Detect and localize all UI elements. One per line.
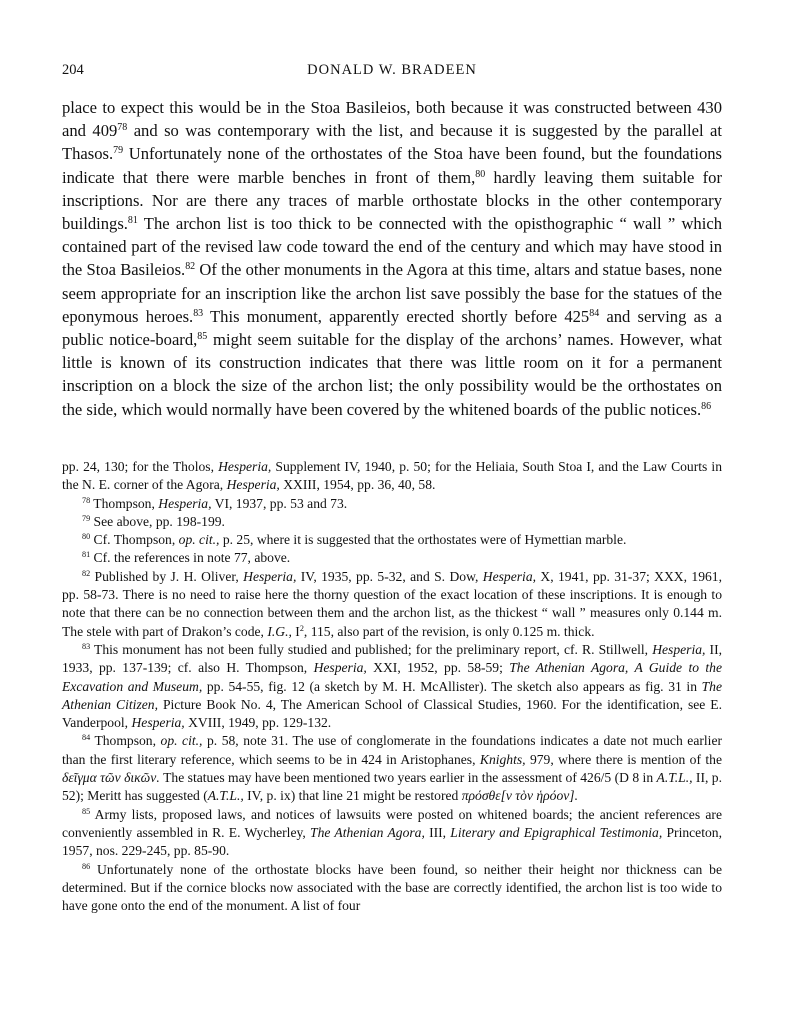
note-ref-marker: 82 xyxy=(82,568,91,578)
text-run: Thompson, xyxy=(90,733,161,749)
footnote xyxy=(62,641,722,732)
note-ref-marker: 79 xyxy=(113,145,124,157)
text-run: XVIII, 1949, pp. 129-132. xyxy=(184,715,332,731)
text-run: The statues may have been mentioned two years earlier in the assessment of 426/5 (D 8 in xyxy=(159,770,657,786)
note-ref-marker: 85 xyxy=(82,806,91,816)
italic-text: The Athenian Citizen, xyxy=(62,678,722,712)
footnote xyxy=(62,531,722,549)
text-run: p. 58, note 31. The use of conglomerate in the foundations indicates a date not much earlier than the first literary reference, which seems to be in 424 in Aristophanes, xyxy=(62,733,722,767)
text-run: and serving as a public notice-board, xyxy=(62,306,723,350)
text-run: Unfortunately none of the orthostate blocks have been found, so neither their height nor thickness can be determined. But if the cornice blocks now associated with the base are correctly identified, the archon list is too wide to have gone onto the end of the monument. A list of four xyxy=(62,861,722,914)
text-run: III, xyxy=(424,824,451,840)
footnote xyxy=(62,568,722,641)
italic-text: Hesperia, xyxy=(652,641,706,657)
footnote xyxy=(62,806,722,861)
italic-text: Knights, xyxy=(479,751,526,767)
text-run: VI, 1937, pp. 53 and 73. xyxy=(211,495,348,511)
footnote xyxy=(62,861,722,916)
note-ref-marker: 84 xyxy=(82,733,91,743)
text-run: Princeton, 1957, nos. 229-245, pp. 85-90. xyxy=(62,824,722,859)
text-run: , 115, also part of the revision, is only 0.125 m. thick. xyxy=(303,623,595,639)
note-ref-marker: 84 xyxy=(589,307,600,319)
footnote xyxy=(62,549,722,567)
text-run: Of the other monuments in the Agora at this time, altars and statue bases, none seem appropriate for an inscription like the archon list save possibly the base for the statues of the eponymous heroes. xyxy=(62,260,722,326)
note-ref-marker: 79 xyxy=(82,514,91,523)
text-run: pp. 54-55, fig. 12 (a sketch by M. H. McAllister). The sketch also appears as fig. 31 in xyxy=(202,678,702,694)
text-run: II, p. 52); Meritt has suggested ( xyxy=(62,770,722,804)
footnotes xyxy=(62,458,722,915)
text-run: place to expect this would be in the Stoa Basileios, both because it was constructed between 430 and 409 xyxy=(62,98,722,141)
text-run: Cf. Thompson, xyxy=(90,532,179,548)
text-run: Army lists, proposed laws, and notices of lawsuits were posted on whitened boards; the ancient references are conveniently assembled in R. E. Wycherley, xyxy=(62,806,722,840)
italic-text: δεῖγμα τῶν δικῶν. xyxy=(62,770,160,786)
text-run: II, 1933, pp. 137-139; cf. also H. Thompson, xyxy=(62,641,722,676)
italic-text: op. cit., xyxy=(160,733,203,749)
note-ref-marker: 80 xyxy=(475,168,486,180)
note-ref-marker: 86 xyxy=(82,861,91,871)
text-run: Unfortunately none of the orthostates of the Stoa have been found, but the foundations indicate that there were marble benches in front of them, xyxy=(62,144,722,187)
italic-text: A.T.L., xyxy=(207,788,244,804)
note-ref-marker: 86 xyxy=(701,400,712,412)
text-run: Picture Book No. 4, The American School of Classical Studies, 1960. For the identification, see E. Vanderpool, xyxy=(62,696,722,731)
text-run: hardly leaving them suitable for inscriptions. Nor are there any traces of marble orthostate blocks in the other contemporary buildings. xyxy=(62,167,723,234)
italic-text: Hesperia, xyxy=(226,477,280,493)
note-ref-marker: 85 xyxy=(197,331,208,343)
page-number: 204 xyxy=(62,62,84,78)
main-paragraph xyxy=(62,96,722,421)
text-run: IV, p. ix) that line 21 might be restored xyxy=(243,788,462,804)
footnote xyxy=(62,495,722,513)
text-run: Thompson, xyxy=(90,495,159,511)
footnote xyxy=(62,513,722,531)
note-ref-marker: 82 xyxy=(185,261,196,273)
italic-text: The Athenian Agora, xyxy=(310,824,425,840)
running-header xyxy=(62,62,722,82)
text-run: This monument, apparently erected shortly before 425 xyxy=(203,306,590,326)
text-run: might seem suitable for the display of the archons’ names. However, what little is known of its construction indicates that there was little room on it for a permanent inscription on a block the size of the archon list; the only possibility would be the orthostates on the side, which would normally have been covered by the whitened boards of the public notices. xyxy=(62,330,722,419)
italic-text: Hesperia, xyxy=(158,495,212,511)
italic-text: Hesperia, xyxy=(131,715,185,731)
note-ref-marker: 81 xyxy=(82,550,91,560)
text-run: and so was contemporary with the list, and because it is suggested by the parallel at Thasos. xyxy=(62,121,723,164)
text-run: XXIII, 1954, pp. 36, 40, 58. xyxy=(279,477,436,493)
text-run: p. 25, where it is suggested that the orthostates were of Hymettian marble. xyxy=(219,532,627,548)
text-run: The archon list is too thick to be connected with the opisthographic “ wall ” which contained part of the revised law code toward the end of the century and which may have stood in the Stoa Basileios. xyxy=(62,214,722,280)
text-run: 979, where there is mention of the xyxy=(525,751,722,767)
note-ref-marker: 78 xyxy=(82,495,91,505)
italic-text: Hesperia, xyxy=(313,660,367,676)
footnote xyxy=(62,458,722,495)
note-ref-marker: 78 xyxy=(117,122,128,134)
italic-text: The Athenian Agora, A Guide to the Excavation and Museum, xyxy=(62,660,722,694)
note-ref-marker: 80 xyxy=(82,532,91,542)
text-run: I xyxy=(291,623,300,639)
footnote xyxy=(62,732,722,805)
italic-text: I.G., xyxy=(267,623,292,639)
note-ref-marker: 83 xyxy=(82,642,91,652)
text-run: This monument has not been fully studied and published; for the preliminary report, cf. R. Stillwell, xyxy=(90,641,653,657)
text-run: Published by J. H. Oliver, xyxy=(90,568,244,584)
italic-text: Hesperia, xyxy=(482,568,537,584)
italic-text: Hesperia, xyxy=(218,459,272,474)
italic-text: Literary and Epigraphical Testimonia, xyxy=(450,824,663,840)
text-run: XXI, 1952, pp. 58-59; xyxy=(366,660,510,676)
note-ref-marker: 2 xyxy=(299,623,304,633)
italic-text: πρόσθε[ν τὸν ἡρόον]. xyxy=(461,788,578,804)
note-ref-marker: 81 xyxy=(127,215,138,227)
text-run: IV, 1935, pp. 5-32, and S. Dow, xyxy=(296,568,483,584)
italic-text: Hesperia, xyxy=(243,568,297,584)
italic-text: op. cit., xyxy=(178,532,220,548)
text-run: pp. 24, 130; for the Tholos, xyxy=(62,459,219,474)
italic-text: A.T.L., xyxy=(656,770,693,786)
note-ref-marker: 83 xyxy=(193,307,204,319)
text-run: Cf. the references in note 77, above. xyxy=(90,550,291,566)
text-run: See above, pp. 198-199. xyxy=(90,513,225,529)
text-run: X, 1941, pp. 31-37; XXX, 1961, pp. 58-73. There is no need to raise here the thorny question of the exact location of these inscriptions. It is enough to note that there can be no connection between them and the archon list, as the thickest “ wall ” measures only 0.144 m. The stele with part of Drakon’s code, xyxy=(62,568,722,639)
text-run: Supplement IV, 1940, p. 50; for the Heliaia, South Stoa I, and the Law Courts in the N. E. corner of the Agora, xyxy=(62,459,722,493)
running-title-author: DONALD W. BRADEEN xyxy=(307,62,477,78)
